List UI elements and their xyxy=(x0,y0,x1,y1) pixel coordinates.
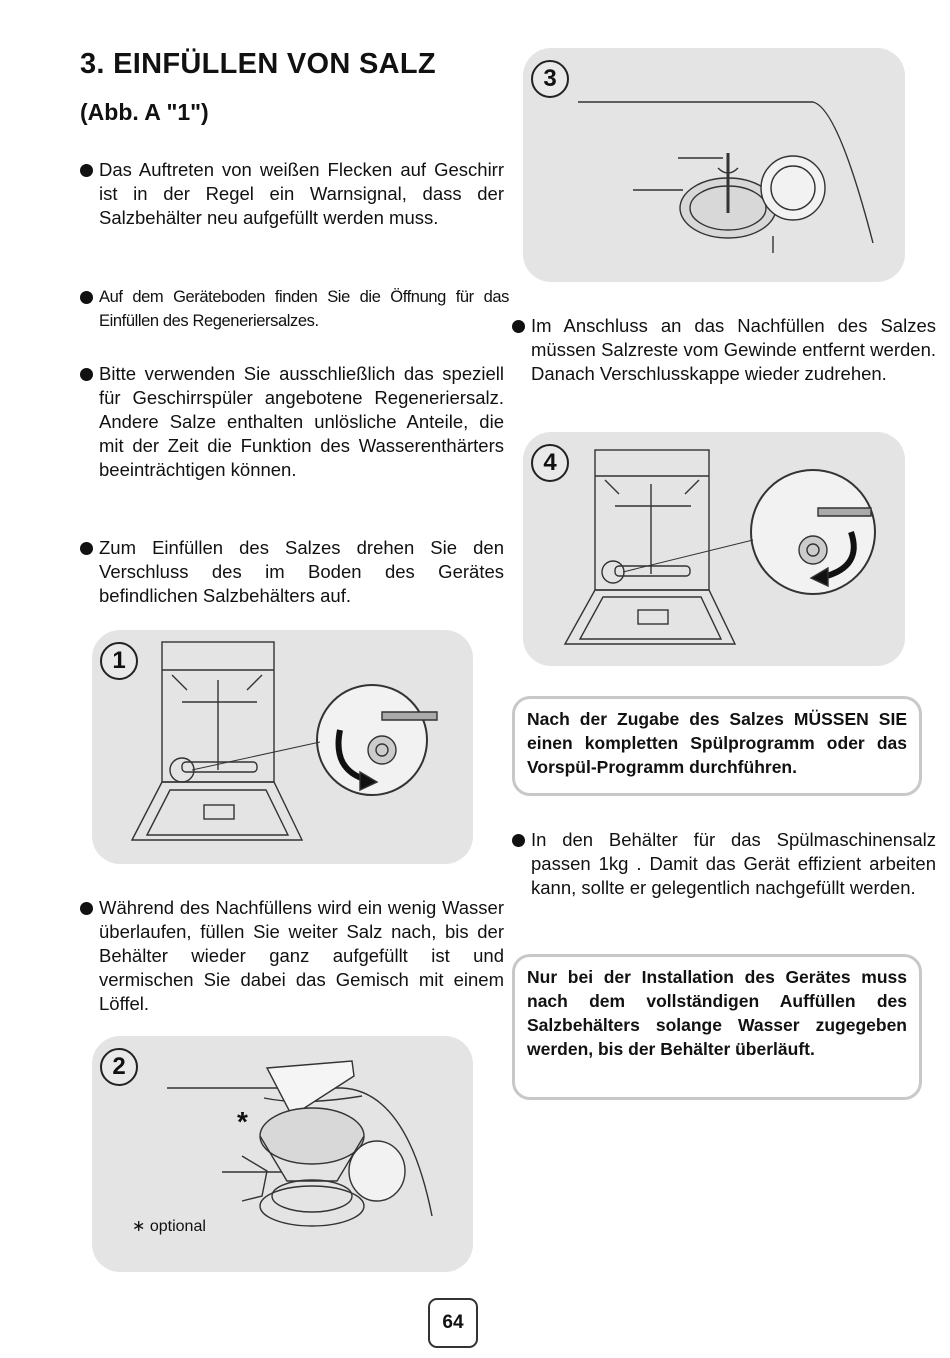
bullet-open-cap: Zum Einfüllen des Salzes drehen Sie den Verschluss des im Boden des Gerätes befindlichen Salzbehälters auf. xyxy=(80,536,504,608)
figure-2-illustration xyxy=(92,1036,473,1272)
note-installation: Nur bei der Installation des Gerätes muss nach dem vollständigen Auffüllen des Salzbehälters solange Wasser zugegeben werden, bis der Behälter überläuft. xyxy=(512,954,922,1100)
section-subtitle: (Abb. A "1") xyxy=(80,99,209,125)
asterisk-marker: * xyxy=(237,1106,248,1137)
bullet-regeneration-salt: Bitte verwenden Sie ausschließlich das speziell für Geschirrspüler angebotene Regeneriersalz. Andere Salze enthalten unlösliche Anteile, die mit der Zeit die Funktion des Wasserenthärters beeinträchtigen können. xyxy=(80,362,504,482)
figure-3-illustration xyxy=(523,48,905,282)
figure-1-illustration xyxy=(92,630,473,864)
figure-4-illustration xyxy=(523,432,905,666)
note-run-program: Nach der Zugabe des Salzes MÜSSEN SIE einen kompletten Spülprogramm oder das Vorspül-Programm durchführen. xyxy=(512,696,922,796)
left-column xyxy=(80,48,485,126)
figure-1-number: 1 xyxy=(100,642,138,680)
figure-2-number: 2 xyxy=(100,1048,138,1086)
figure-3-number: 3 xyxy=(531,60,569,98)
bullet-refill-overflow: Während des Nachfüllens wird ein wenig Wasser überlaufen, füllen Sie weiter Salz nach, bis der Behälter wieder ganz aufgefüllt ist und vermischen Sie dabei das Gemisch mit einem Löffel. xyxy=(80,896,504,1016)
figure-1-panel xyxy=(92,630,473,864)
figure-2-panel xyxy=(92,1036,473,1272)
bullet-opening: Auf dem Geräteboden finden Sie die Öffnung für das Einfüllen des Regeneriersalzes. xyxy=(80,285,509,333)
page-number: 64 xyxy=(428,1298,478,1348)
figure-4-panel xyxy=(523,432,905,666)
bullet-white-spots: Das Auftreten von weißen Flecken auf Geschirr ist in der Regel ein Warnsignal, dass der Salzbehälter neu aufgefüllt werden muss. xyxy=(80,158,504,230)
figure-3-panel xyxy=(523,48,905,282)
bullet-clean-thread: Im Anschluss an das Nachfüllen des Salzes müssen Salzreste vom Gewinde entfernt werden. Danach Verschlusskappe wieder zudrehen. xyxy=(512,314,936,386)
figure-4-number: 4 xyxy=(531,444,569,482)
bullet-capacity: In den Behälter für das Spülmaschinensalz passen 1kg . Damit das Gerät effizient arbeiten kann, sollte er gelegentlich nachgefüllt werden. xyxy=(512,828,936,900)
section-title: 3. EINFÜLLEN VON SALZ xyxy=(80,48,436,80)
optional-label: ∗ optional xyxy=(132,1218,206,1235)
